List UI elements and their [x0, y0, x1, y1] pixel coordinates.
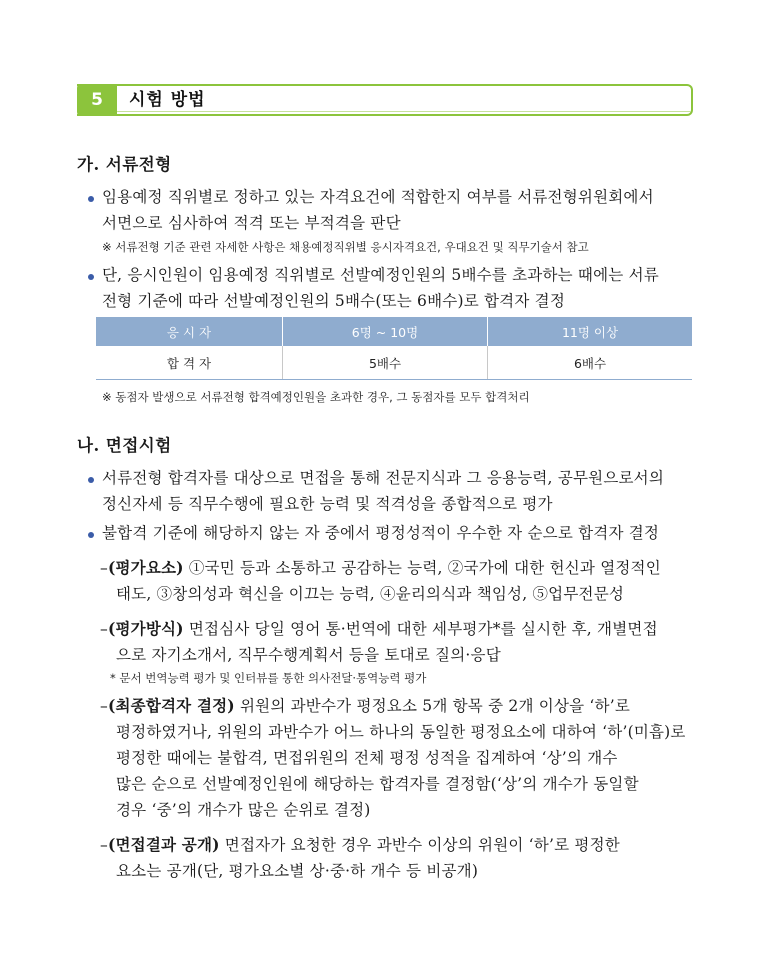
- paragraph-line: 평정한 때에는 불합격, 면접위원의 전체 평정 성적을 집계하여 ‘상’의 개수: [116, 749, 618, 767]
- dash-item-evaluation-factors: [100, 556, 661, 578]
- dash-item-final-decision: [100, 694, 630, 716]
- subsection-heading-a: 가. 서류전형: [77, 155, 172, 174]
- dash-item-result-disclosure: [100, 833, 620, 855]
- item-label: (최종합격자 결정): [107, 696, 235, 715]
- paragraph-line: 요소는 공개(단, 평가요소별 상·중·하 개수 등 비공개): [116, 862, 479, 880]
- item-text: 면접심사 당일 영어 통·번역에 대한 세부평가*를 실시한 후, 개별면접: [188, 620, 658, 638]
- paragraph-line: 태도, ③창의성과 혁신을 이끄는 능력, ④윤리의식과 책임성, ⑤업무전문성: [116, 585, 625, 603]
- item-label: (평가요소): [107, 558, 184, 577]
- paragraph-line: 서류전형 합격자를 대상으로 면접을 통해 전문지식과 그 응용능력, 공무원으로서의: [102, 469, 665, 487]
- paragraph-line: 경우 ‘중’의 개수가 많은 순위로 결정): [116, 801, 371, 819]
- item-text: ①국민 등과 소통하고 공감하는 능력, ②국가에 대한 헌신과 열정적인: [188, 559, 661, 577]
- dash-marker: –: [100, 620, 108, 638]
- section-number: 5: [91, 90, 103, 110]
- table-cell: 합 격 자: [96, 346, 283, 380]
- paragraph-line: 으로 자기소개서, 직무수행계획서 등을 토대로 질의·응답: [116, 646, 501, 664]
- paragraph-line: 평정하였거나, 위원의 과반수가 어느 하나의 동일한 평정요소에 대하여 ‘하’(미흡)로: [116, 723, 686, 741]
- item-label: (면접결과 공개): [107, 835, 220, 854]
- section-header: [77, 84, 693, 116]
- bullet-icon: [88, 477, 94, 483]
- selection-ratio-table: [96, 317, 692, 380]
- dash-marker: –: [100, 697, 108, 715]
- dash-marker: –: [100, 559, 108, 577]
- bullet-icon: [88, 274, 94, 280]
- table-row: [96, 346, 692, 380]
- paragraph-line: 서면으로 심사하여 적격 또는 부적격을 판단: [102, 214, 401, 232]
- dash-item-evaluation-method: [100, 617, 658, 639]
- table-header-row: [96, 317, 692, 346]
- item-label: (평가방식): [107, 619, 184, 638]
- reference-note: ※ 서류전형 기준 관련 자세한 사항은 채용예정직위별 응시자격요건, 우대요건 및 직무기술서 참고: [102, 240, 589, 254]
- paragraph-line: 정신자세 등 직무수행에 필요한 능력 및 적격성을 종합적으로 평가: [102, 495, 553, 513]
- header-underline: [117, 111, 691, 112]
- table-header-cell: 6명 ~ 10명: [283, 317, 488, 346]
- footnote: * 문서 번역능력 평가 및 인터뷰를 통한 의사전달·통역능력 평가: [110, 671, 427, 685]
- paragraph-line: 전형 기준에 따라 선발예정인원의 5배수(또는 6배수)로 합격자 결정: [102, 292, 566, 310]
- table-cell: 6배수: [488, 346, 693, 380]
- reference-note: ※ 동점자 발생으로 서류전형 합격예정인원을 초과한 경우, 그 동점자를 모두 합격처리: [102, 390, 530, 404]
- subsection-heading-b: 나. 면접시험: [77, 436, 172, 455]
- paragraph-line: 단, 응시인원이 임용예정 직위별로 선발예정인원의 5배수를 초과하는 때에는 서류: [102, 266, 659, 284]
- item-text: 위원의 과반수가 평정요소 5개 항목 중 2개 이상을 ‘하’로: [239, 697, 631, 715]
- item-text: 면접자가 요청한 경우 과반수 이상의 위원이 ‘하’로 평정한: [224, 836, 620, 854]
- table-header-cell: 11명 이상: [488, 317, 693, 346]
- paragraph-line: 많은 순으로 선발예정인원에 해당하는 합격자를 결정함(‘상’의 개수가 동일할: [116, 775, 639, 793]
- paragraph-line: 불합격 기준에 해당하지 않는 자 중에서 평정성적이 우수한 자 순으로 합격자 결정: [102, 524, 660, 542]
- bullet-icon: [88, 196, 94, 202]
- table-cell: 5배수: [283, 346, 488, 380]
- dash-marker: –: [100, 836, 108, 854]
- bullet-icon: [88, 532, 94, 538]
- section-title: 시험 방법: [129, 90, 206, 110]
- paragraph-line: 임용예정 직위별로 정하고 있는 자격요건에 적합한지 여부를 서류전형위원회에서: [102, 188, 654, 206]
- table-header-cell: 응 시 자: [96, 317, 283, 346]
